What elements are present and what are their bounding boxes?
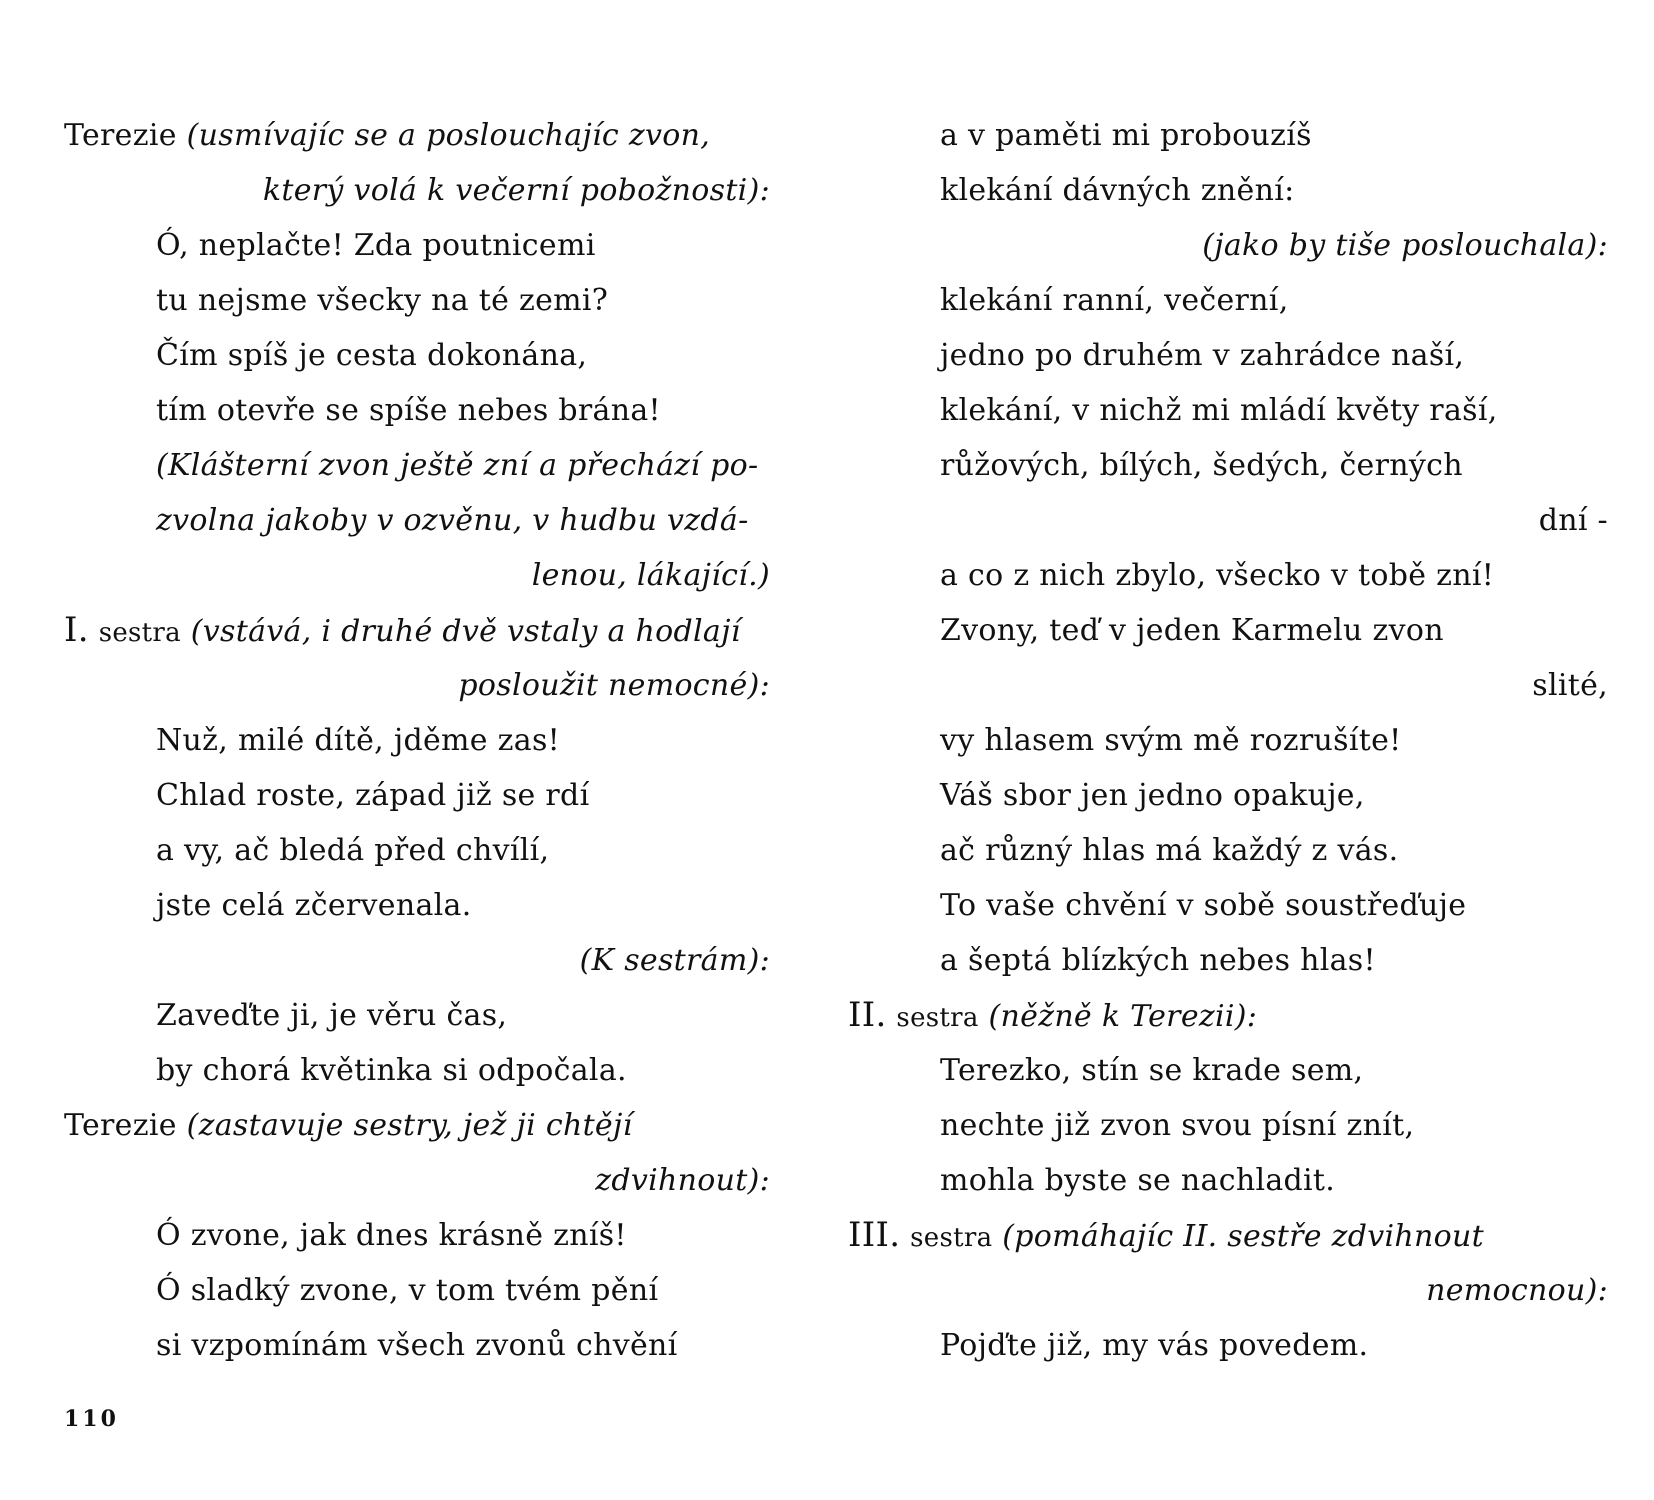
speaker-name: Terezie bbox=[64, 1108, 177, 1143]
verse-line: vy hlasem svým mě rozrušíte! bbox=[940, 723, 1402, 758]
verse-line: klekání dávných znění: bbox=[940, 173, 1295, 208]
verse-line: a vy, ač bledá před chvílí, bbox=[156, 833, 550, 868]
right-column bbox=[848, 108, 1608, 1373]
stage-direction: (zastavuje sestry, jež ji chtějí bbox=[186, 1108, 633, 1143]
stage-direction: (něžně k Terezii): bbox=[988, 999, 1258, 1034]
left-column bbox=[64, 108, 770, 1373]
verse-line: Čím spíš je cesta dokonána, bbox=[156, 338, 588, 373]
verse-line: a co z nich zbylo, všecko v tobě zní! bbox=[940, 558, 1495, 593]
verse-line: Ó, neplačte! Zda poutnicemi bbox=[156, 228, 596, 263]
speaker-number: I. bbox=[64, 610, 89, 650]
speaker-name: sestra bbox=[910, 1223, 993, 1253]
verse-line: Nuž, milé dítě, jděme zas! bbox=[156, 723, 560, 758]
speaker-line bbox=[848, 988, 1608, 1043]
verse-line: Váš sbor jen jedno opakuje, bbox=[940, 778, 1365, 813]
verse-line: Ó sladký zvone, v tom tvém pění bbox=[156, 1273, 659, 1308]
stage-direction: (jako by tiše poslouchala): bbox=[1202, 228, 1608, 263]
speaker-name: sestra bbox=[896, 1003, 979, 1033]
verse-line: tím otevře se spíše nebes brána! bbox=[156, 393, 661, 428]
verse-line: by chorá květinka si odpočala. bbox=[156, 1053, 627, 1088]
speaker-name: Terezie bbox=[64, 118, 177, 153]
stage-direction: (vstává, i druhé dvě vstaly a hodlají bbox=[190, 614, 741, 649]
verse-line: klekání, v nichž mi mládí květy raší, bbox=[940, 393, 1498, 428]
speaker-name: sestra bbox=[98, 618, 181, 648]
verse-line: ač různý hlas má každý z vás. bbox=[940, 833, 1399, 868]
stage-direction: (Klášterní zvon ještě zní a přechází po- bbox=[156, 448, 759, 483]
verse-line: a šeptá blízkých nebes hlas! bbox=[940, 943, 1376, 978]
speaker-line bbox=[64, 603, 770, 658]
verse-line: růžových, bílých, šedých, černých bbox=[940, 448, 1463, 483]
verse-line: jste celá zčervenala. bbox=[156, 888, 472, 923]
stage-direction: (pomáhajíc II. sestře zdvihnout bbox=[1002, 1219, 1484, 1254]
verse-line: Terezko, stín se krade sem, bbox=[940, 1053, 1364, 1088]
verse-line: klekání ranní, večerní, bbox=[940, 283, 1289, 318]
stage-direction: (K sestrám): bbox=[579, 943, 770, 978]
stage-direction: který volá k večerní pobožnosti): bbox=[262, 173, 770, 208]
stage-direction: zvolna jakoby v ozvěnu, v hudbu vzdá- bbox=[156, 503, 749, 538]
verse-line: Chlad roste, západ již se rdí bbox=[156, 778, 590, 813]
verse-line: jedno po druhém v zahrádce naší, bbox=[940, 338, 1465, 373]
stage-direction: posloužit nemocné): bbox=[458, 668, 770, 703]
verse-line: tu nejsme všecky na té zemi? bbox=[156, 283, 609, 318]
speaker-line bbox=[64, 108, 770, 163]
verse-line: To vaše chvění v sobě soustřeďuje bbox=[940, 888, 1467, 923]
verse-line: Zaveďte ji, je věru čas, bbox=[156, 998, 508, 1033]
verse-line: Zvony, teď v jeden Karmelu zvon bbox=[940, 613, 1444, 648]
verse-line: nechte již zvon svou písní znít, bbox=[940, 1108, 1415, 1143]
speaker-number: III. bbox=[848, 1215, 901, 1255]
verse-line: mohla byste se nachladit. bbox=[940, 1163, 1336, 1198]
stage-direction: (usmívajíc se a poslouchajíc zvon, bbox=[186, 118, 711, 153]
verse-line: Pojďte již, my vás povedem. bbox=[940, 1328, 1369, 1363]
stage-direction: nemocnou): bbox=[1426, 1273, 1608, 1308]
speaker-line bbox=[848, 1208, 1608, 1263]
verse-line: a v paměti mi probouzíš bbox=[940, 118, 1312, 153]
verse-line-continuation: slité, bbox=[1532, 668, 1608, 703]
stage-direction: zdvihnout): bbox=[595, 1163, 770, 1198]
page-number: 110 bbox=[64, 1406, 119, 1432]
verse-line-continuation: dní - bbox=[1538, 503, 1608, 538]
verse-line: si vzpomínám všech zvonů chvění bbox=[156, 1328, 678, 1363]
speaker-number: II. bbox=[848, 995, 887, 1035]
verse-line: Ó zvone, jak dnes krásně zníš! bbox=[156, 1218, 627, 1253]
stage-direction: lenou, lákající.) bbox=[531, 558, 770, 593]
speaker-line bbox=[64, 1098, 770, 1153]
